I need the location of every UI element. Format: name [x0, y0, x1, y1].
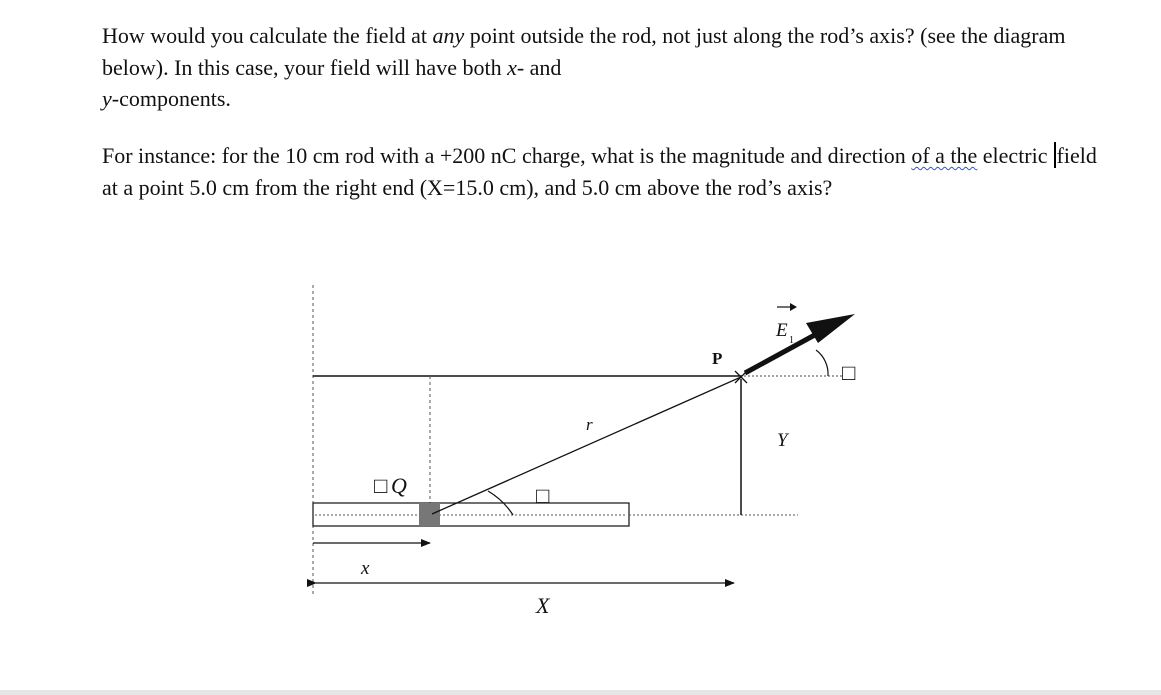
- p2-text-b: electric: [977, 143, 1054, 168]
- p1-y-var: y: [102, 86, 112, 111]
- label-x: x: [361, 558, 370, 579]
- label-theta-rod: □: [536, 483, 550, 508]
- label-dQ-letter: Q: [391, 473, 407, 498]
- E-vector-overarrow-head: [790, 303, 797, 311]
- p2-text-a: For instance: for the 10 cm rod with a +200 nC charge, what is the magnitude and direction: [102, 143, 912, 168]
- p1-text-a: How would you calculate the field at: [102, 23, 433, 48]
- r-vector-line: [432, 377, 741, 514]
- p1-text-b: point outside the rod, not just along the rod’s axis? (see the diagram below). In this case, your field will have both: [102, 23, 1066, 80]
- p1-text-c: - and: [516, 54, 562, 80]
- label-dQ-symbol: □: [374, 473, 388, 498]
- p1-any: any: [432, 23, 465, 48]
- window-bottom-edge: [0, 690, 1161, 695]
- label-E: E: [776, 320, 788, 341]
- p1-text-d: -components.: [111, 86, 231, 111]
- label-E-subscript: 1: [789, 335, 794, 346]
- p1-x-var: x: [507, 54, 517, 80]
- E-field-arrowhead: [806, 314, 855, 343]
- charge-element-dQ: [419, 503, 440, 526]
- label-theta-E: □: [842, 360, 856, 385]
- p2-text-c: field at a point 5.0 cm from the right end (X=15.0 cm), and 5.0 cm above the rod’s axis?: [102, 143, 1097, 200]
- label-P: P: [712, 349, 723, 368]
- label-X: X: [536, 593, 550, 618]
- label-r: r: [586, 415, 593, 434]
- theta-arc-E: [816, 350, 828, 376]
- label-Y: Y: [777, 430, 788, 451]
- spelling-error-underline[interactable]: of a the: [911, 143, 978, 168]
